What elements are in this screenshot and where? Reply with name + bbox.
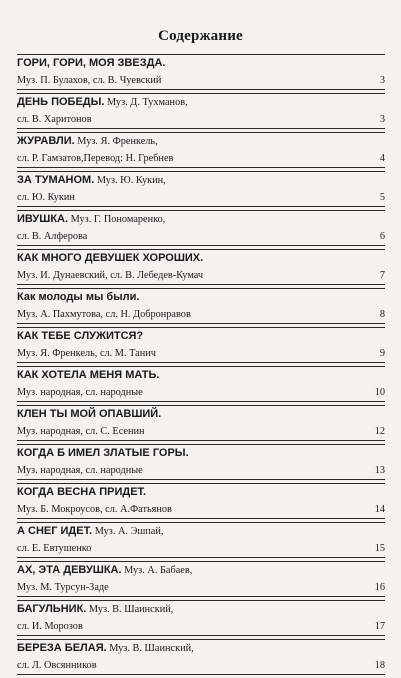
song-credit: сл. В. Алферова [17,231,88,242]
song-title: А СНЕГ ИДЕТ. [17,525,93,537]
toc-line [17,406,385,423]
song-credit: сл. Р. Гамзатов,Перевод: Н. Гребнев [17,153,174,164]
toc-line [17,523,385,540]
song-title: ЗА ТУМАНОМ. [17,174,95,186]
toc-line [17,657,385,674]
toc-entry [17,54,385,93]
toc-line [17,601,385,618]
song-credit: Муз. народная, сл. народные [17,387,143,398]
toc-entry [17,132,385,171]
page-number: 16 [374,582,385,593]
toc-entry [17,444,385,483]
toc-line [17,267,385,284]
toc-line [17,306,385,323]
song-title: КЛЕН ТЫ МОЙ ОПАВШИЙ. [17,408,162,420]
table-of-contents [17,54,385,678]
page-number: 4 [379,153,385,164]
page-number: 3 [379,114,385,125]
toc-entry [17,288,385,327]
toc-entry [17,522,385,561]
song-title: КАК МНОГО ДЕВУШЕК ХОРОШИХ. [17,252,204,264]
song-title: КОГДА ВЕСНА ПРИДЕТ. [17,486,147,498]
toc-entry [17,249,385,288]
toc-entry [17,405,385,444]
song-title: БЕРЕЗА БЕЛАЯ. [17,642,107,654]
page-number: 17 [374,621,385,632]
song-title: Как молоды мы были. [17,291,140,303]
toc-entry [17,210,385,249]
song-title: КОГДА Б ИМЕЛ ЗЛАТЫЕ ГОРЫ. [17,447,189,459]
toc-line [17,72,385,89]
toc-line [17,540,385,557]
page-number: 7 [379,270,385,281]
toc-line [17,111,385,128]
page-number: 12 [374,426,385,437]
page-number: 15 [374,543,385,554]
song-title: БАГУЛЬНИК. [17,603,87,615]
song-credit: Муз. В. Шаинский, [106,643,194,654]
toc-line [17,250,385,267]
page-number: 14 [374,504,385,515]
song-title: АХ, ЭТА ДЕВУШКА. [17,564,122,576]
song-title: ИВУШКА. [17,213,69,225]
toc-line [17,462,385,479]
toc-line [17,501,385,518]
song-credit: Муз. народная, сл. С. Есенин [17,426,145,437]
page-number: 3 [379,75,385,86]
song-title: КАК ТЕБЕ СЛУЖИТСЯ? [17,330,144,342]
song-credit: сл. В. Харитонов [17,114,92,125]
page-number: 18 [374,660,385,671]
song-credit: Муз. Я. Френкель, сл. М. Танич [17,348,156,359]
song-credit: Муз. П. Булахов, сл. В. Чуевский [17,75,162,86]
toc-line [17,289,385,306]
song-credit: Муз. А. Эшпай, [92,526,164,537]
toc-entry [17,639,385,678]
toc-line [17,55,385,72]
toc-entry [17,483,385,522]
song-title: ГОРИ, ГОРИ, МОЯ ЗВЕЗДА. [17,57,166,69]
page-number: 5 [379,192,385,203]
toc-entry [17,93,385,132]
toc-line [17,189,385,206]
toc-line [17,640,385,657]
song-title: ДЕНЬ ПОБЕДЫ. [17,96,105,108]
toc-line [17,445,385,462]
toc-entry [17,171,385,210]
toc-line [17,618,385,635]
page-title: Содержание [158,28,243,44]
song-credit: Муз. И. Дунаевский, сл. В. Лебедев-Кумач [17,270,204,281]
song-title: ЖУРАВЛИ. [17,135,75,147]
toc-line [17,384,385,401]
toc-line [17,228,385,245]
toc-line [17,423,385,440]
song-credit: Муз. М. Турсун-Заде [17,582,109,593]
song-credit: сл. И. Морозов [17,621,83,632]
song-credit: сл. Ю. Кукин [17,192,75,203]
toc-entry [17,561,385,600]
page-number: 10 [374,387,385,398]
song-credit: Муз. Г. Пономаренко, [68,214,166,225]
song-credit: Муз. Я. Френкель, [74,136,158,147]
toc-entry [17,600,385,639]
page-number: 9 [379,348,385,359]
toc-line [17,94,385,111]
toc-line [17,133,385,150]
toc-line [17,562,385,579]
toc-entry [17,327,385,366]
song-credit: Муз. Ю. Кукин, [94,175,166,186]
song-title: КАК ХОТЕЛА МЕНЯ МАТЬ. [17,369,160,381]
song-credit: сл. Е. Евтушенко [17,543,92,554]
song-credit: Муз. Б. Мокроусов, сл. А.Фатьянов [17,504,172,515]
song-credit: Муз. А. Пахмутова, сл. Н. Добронравов [17,309,191,320]
page-number: 13 [374,465,385,476]
toc-entry [17,366,385,405]
toc-line [17,211,385,228]
song-credit: Муз. Д. Тухманов, [104,97,188,108]
toc-line [17,345,385,362]
page-number: 8 [379,309,385,320]
toc-line [17,150,385,167]
page-number: 6 [379,231,385,242]
song-credit: Муз. народная, сл. народные [17,465,143,476]
song-credit: Муз. В. Шаинский, [86,604,174,615]
song-credit: Муз. А. Бабаев, [121,565,193,576]
toc-line [17,579,385,596]
toc-line [17,172,385,189]
song-credit: сл. Л. Овсянников [17,660,97,671]
toc-line [17,328,385,345]
toc-line [17,367,385,384]
toc-line [17,484,385,501]
